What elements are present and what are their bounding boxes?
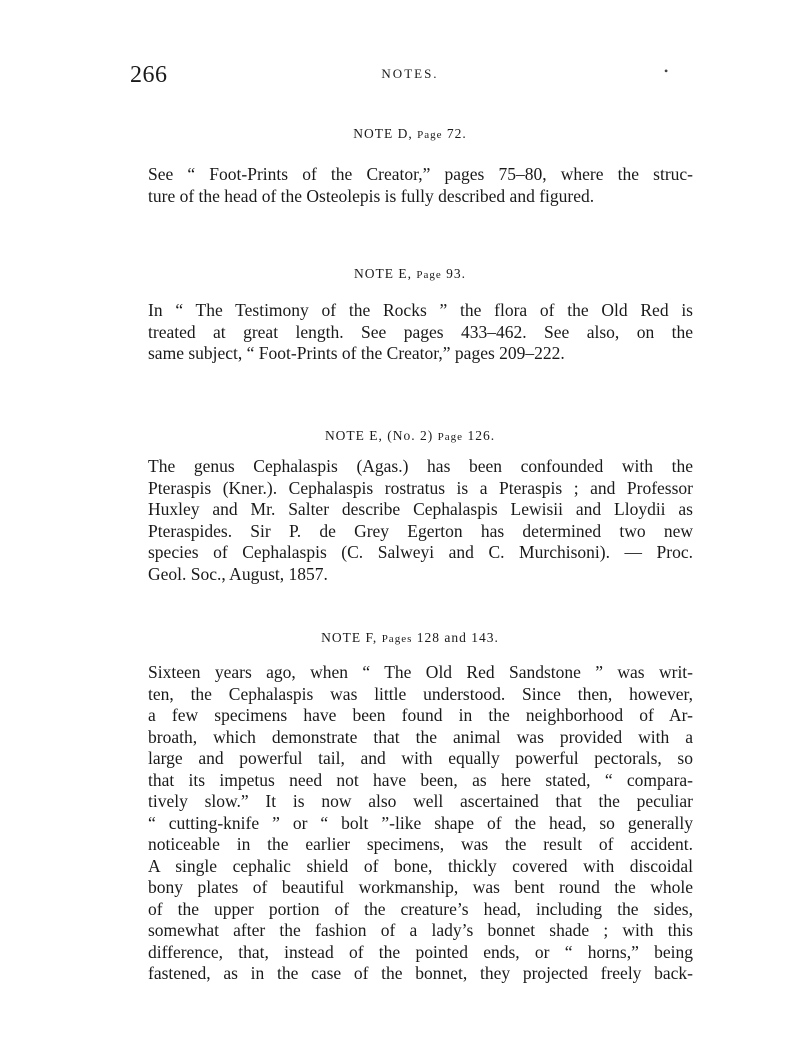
text-line: Sixteen years ago, when “ The Old Red Sandstone ” was writ- <box>148 662 693 682</box>
text-line: See “ Foot-Prints of the Creator,” pages 75–80, where the struc- <box>148 164 693 184</box>
text-line: ture of the head of the Osteolepis is fully described and figured. <box>148 185 595 206</box>
text-line: species of Cephalaspis (C. Salweyi and C. Murchisoni). — Proc. <box>148 542 693 562</box>
note-e2-text <box>148 458 693 587</box>
page-number: 266 <box>130 62 168 88</box>
running-title: NOTES. <box>381 66 439 81</box>
note-heading-page-word: Page <box>416 269 442 281</box>
note-heading-page-word: Page <box>437 431 464 443</box>
text-line: Pteraspis (Kner.). Cephalaspis rostratus is a Pteraspis ; and Professor <box>148 477 693 498</box>
text-line: same subject, “ Foot-Prints of the Creator,” pages 209–222. <box>148 343 565 363</box>
note-d-text <box>148 166 693 209</box>
text-line: tively slow.” It is now also well ascertained that the peculiar <box>148 791 693 811</box>
note-heading-page-word: Pages <box>381 633 413 645</box>
text-line: treated at great length. See pages 433–462. See also, on the <box>148 321 693 342</box>
text-line: broath, which demonstrate that the animal was provided with a <box>148 726 693 747</box>
text-line: that its impetus need not have been, as here stated, “ compara- <box>148 769 693 790</box>
text-line: The genus Cephalaspis (Agas.) has been confounded with the <box>148 456 693 476</box>
note-heading-page-num: 128 and 143. <box>416 630 499 645</box>
note-heading-main: NOTE D, <box>353 126 413 141</box>
text-line: A single cephalic shield of bone, thickly covered with discoidal <box>148 855 693 876</box>
note-heading-main: NOTE F, <box>321 630 378 645</box>
note-heading-page-word: Page <box>417 129 443 141</box>
text-line: Geol. Soc., August, 1857. <box>148 563 328 584</box>
note-f-heading <box>130 630 690 646</box>
note-d-heading <box>130 126 690 142</box>
text-line: noticeable in the earlier specimens, was the result of accident. <box>148 834 693 854</box>
running-head <box>130 62 690 92</box>
text-line: In “ The Testimony of the Rocks ” the flora of the Old Red is <box>148 300 693 320</box>
text-line: a few specimens have been found in the neighborhood of Ar- <box>148 705 693 725</box>
note-e-heading <box>130 266 690 282</box>
text-line: Pteraspides. Sir P. de Grey Egerton has determined two new <box>148 520 693 541</box>
text-line: of the upper portion of the creature’s head, including the sides, <box>148 898 693 919</box>
text-line: ten, the Cephalaspis was little understood. Since then, however, <box>148 683 693 704</box>
note-heading-page-num: 72. <box>446 126 467 141</box>
text-line: bony plates of beautiful workmanship, was bent round the whole <box>148 877 693 897</box>
text-line: “ cutting-knife ” or “ bolt ”-like shape of the head, so generally <box>148 812 693 833</box>
stray-mark: • <box>664 64 669 78</box>
note-heading-main: NOTE E, <box>353 266 412 281</box>
note-e-text <box>148 302 693 367</box>
note-f-text <box>148 664 693 987</box>
text-line: fastened, as in the case of the bonnet, they projected freely back- <box>148 963 693 983</box>
text-line: difference, that, instead of the pointed ends, or “ horns,” being <box>148 941 693 962</box>
text-line: Huxley and Mr. Salter describe Cephalaspis Lewisii and Lloydii as <box>148 499 693 519</box>
note-e2-heading <box>130 428 690 444</box>
text-line: somewhat after the fashion of a lady’s bonnet shade ; with this <box>148 920 693 940</box>
note-heading-page-num: 126. <box>467 428 496 443</box>
text-line: large and powerful tail, and with equally powerful pectorals, so <box>148 748 693 768</box>
note-heading-page-num: 93. <box>446 266 466 281</box>
note-heading-main: NOTE E, (No. 2) <box>324 428 434 443</box>
